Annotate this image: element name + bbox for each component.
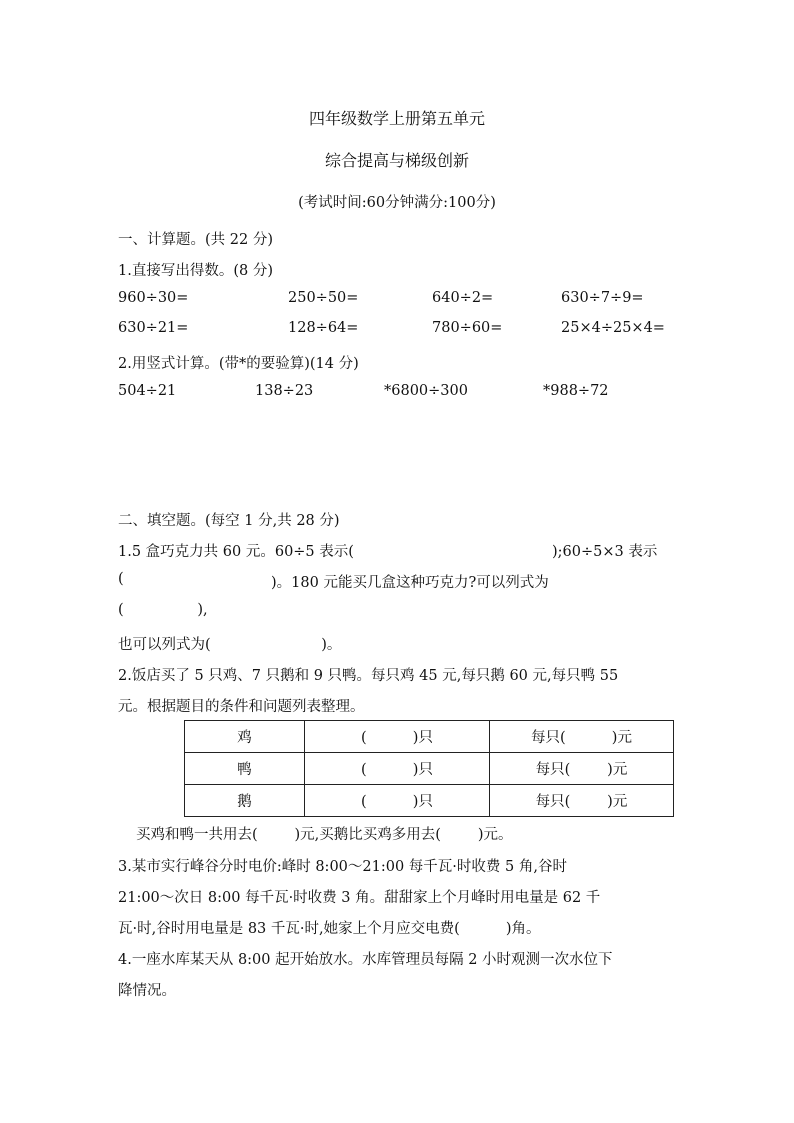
q2-2-line2: 元。根据题目的条件和问题列表整理。 xyxy=(118,699,365,715)
table-cell: ( )只 xyxy=(305,721,490,753)
q1-2-label: 2.用竖式计算。(带*的要验算)(14 分) xyxy=(118,356,359,372)
calc-item: 25×4÷25×4= xyxy=(561,320,665,336)
page-title: 四年级数学上册第五单元 xyxy=(308,109,485,128)
section1-heading: 一、计算题。(共 22 分) xyxy=(118,232,273,248)
calc-item: 780÷60= xyxy=(432,320,503,336)
purchase-table xyxy=(184,720,674,817)
q2-1-line1b: );60÷5×3 表示 xyxy=(552,544,658,560)
q2-1-line4: 也可以列式为( )。 xyxy=(118,637,342,653)
calc-item: 640÷2= xyxy=(432,290,494,306)
table-row xyxy=(185,721,674,753)
q2-1-line2b: )。180 元能买几盒这种巧克力?可以列式为 xyxy=(271,575,549,591)
q1-1-label: 1.直接写出得数。(8 分) xyxy=(118,263,273,279)
q2-1-line1: 1.5 盒巧克力共 60 元。60÷5 表示( xyxy=(118,544,354,560)
q2-3-line3: 瓦·时,谷时用电量是 83 千瓦·时,她家上个月应交电费( )角。 xyxy=(118,921,541,937)
vertical-calc-item: *988÷72 xyxy=(543,383,609,399)
vertical-calc-item: *6800÷300 xyxy=(384,383,468,399)
calc-item: 250÷50= xyxy=(288,290,359,306)
q2-4-line1: 4.一座水库某天从 8:00 起开始放水。水库管理员每隔 2 小时观测一次水位下 xyxy=(118,952,613,968)
q2-1-line2a: ( xyxy=(118,571,124,587)
table-cell: 每只( )元 xyxy=(490,785,674,817)
table-row xyxy=(185,785,674,817)
table-row xyxy=(185,753,674,785)
calc-item: 960÷30= xyxy=(118,290,189,306)
exam-meta: (考试时间:60分钟满分:100分) xyxy=(298,195,496,211)
q2-3-line1: 3.某市实行峰谷分时电价:峰时 8:00～21:00 每千瓦·时收费 5 角,谷时 xyxy=(118,859,567,875)
page-subtitle: 综合提高与梯级创新 xyxy=(324,151,469,170)
table-cell: 每只( )元 xyxy=(490,753,674,785)
q2-3-line2: 21:00～次日 8:00 每千瓦·时收费 3 角。甜甜家上个月峰时用电量是 62 千 xyxy=(118,890,601,906)
table-cell: 鹅 xyxy=(185,785,305,817)
table-cell: 鸭 xyxy=(185,753,305,785)
vertical-calc-item: 504÷21 xyxy=(118,383,177,399)
q2-4-line2: 降情况。 xyxy=(118,983,176,999)
vertical-calc-item: 138÷23 xyxy=(255,383,314,399)
calc-item: 630÷7÷9= xyxy=(561,290,644,306)
calc-item: 630÷21= xyxy=(118,320,189,336)
calc-item: 128÷64= xyxy=(288,320,359,336)
table-cell: ( )只 xyxy=(305,753,490,785)
table-cell: 每只( )元 xyxy=(490,721,674,753)
section2-heading: 二、填空题。(每空 1 分,共 28 分) xyxy=(118,513,340,529)
q2-1-line3: ( ), xyxy=(118,602,208,618)
table-cell: 鸡 xyxy=(185,721,305,753)
q2-2-after: 买鸡和鸭一共用去( )元,买鹅比买鸡多用去( )元。 xyxy=(136,827,513,843)
table-cell: ( )只 xyxy=(305,785,490,817)
q2-2-line1: 2.饭店买了 5 只鸡、7 只鹅和 9 只鸭。每只鸡 45 元,每只鹅 60 元,每只鸭 55 xyxy=(118,668,619,684)
